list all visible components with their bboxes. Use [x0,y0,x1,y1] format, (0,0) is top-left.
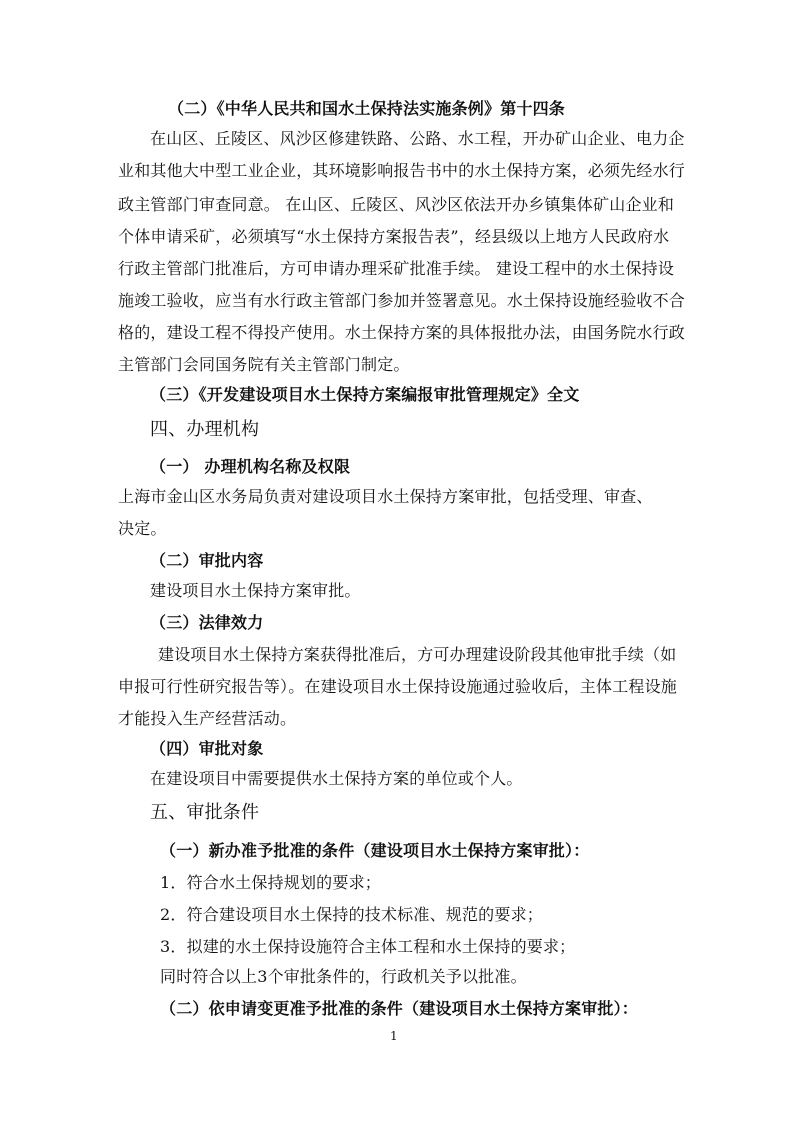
subheading-approval-subject: （四）审批对象 [150,739,264,758]
subheading-legal-effect: （三）法律效力 [150,613,264,632]
paragraph-line: 建设项目水土保持方案获得批准后，方可办理建设阶段其他审批手续（如 [158,645,677,664]
paragraph-line: 主管部门会同国务院有关主管部门制定。 [118,355,410,374]
paragraph-line: 政主管部门审查同意。 在山区、丘陵区、风沙区依法开办乡镇集体矿山企业和 [118,195,675,214]
list-item: 2．符合建设项目水土保持的技术标准、规范的要求； [160,905,543,924]
list-item: 1．符合水土保持规划的要求； [160,873,381,892]
page-number: 1 [390,1029,398,1043]
paragraph-line: 业和其他大中型工业企业，其环境影响报告书中的水土保持方案，必须先经水行 [118,161,686,180]
section-heading-management-regulation: （三）《开发建设项目水土保持方案编报审批管理规定》全文 [150,385,580,404]
paragraph-line: 才能投入生产经营活动。 [118,709,297,728]
subheading-new-approval-conditions: （一）新办准予批准的条件（建设项目水土保持方案审批）： [160,841,590,860]
paragraph-line: 施竣工验收，应当有水行政主管部门参加并签署意见。水土保持设施经验收不合 [118,291,686,310]
section-heading-regulation-article-14: （二）《中华人民共和国水土保持法实施条例》第十四条 [168,99,566,118]
paragraph-line: 在建设项目中需要提供水土保持方案的单位或个人。 [150,769,523,788]
section-heading-handling-agency: 四、办理机构 [150,419,260,440]
paragraph-line: 决定。 [118,519,167,538]
paragraph-line: 行政主管部门批准后，方可申请办理采矿批准手续。 建设工程中的水土保持设 [118,259,675,278]
subheading-agency-name-authority: （一） 办理机构名称及权限 [150,457,351,476]
paragraph-line: 个体申请采矿，必须填写“水土保持方案报告表”，经县级以上地方人民政府水 [118,227,670,246]
paragraph-line: 格的，建设工程不得投产使用。水土保持方案的具体报批办法，由国务院水行政 [118,323,686,342]
paragraph-line: 在山区、丘陵区、风沙区修建铁路、公路、水工程，开办矿山企业、电力企 [150,129,685,148]
paragraph-line: 上海市金山区水务局负责对建设项目水土保持方案审批，包括受理、审查、 [118,487,653,506]
list-item: 3．拟建的水土保持设施符合主体工程和水土保持的要求； [160,937,576,956]
paragraph-line: 同时符合以上3个审批条件的，行政机关予以批准。 [160,967,527,986]
subheading-change-approval-conditions: （二）依申请变更准予批准的条件（建设项目水土保持方案审批）： [160,999,639,1018]
paragraph-line: 申报可行性研究报告等）。在建设项目水土保持设施通过验收后，主体工程设施 [118,677,678,696]
subheading-approval-content: （二）审批内容 [150,551,264,570]
paragraph-line: 建设项目水土保持方案审批。 [150,581,361,600]
section-heading-approval-conditions: 五、审批条件 [150,802,260,823]
